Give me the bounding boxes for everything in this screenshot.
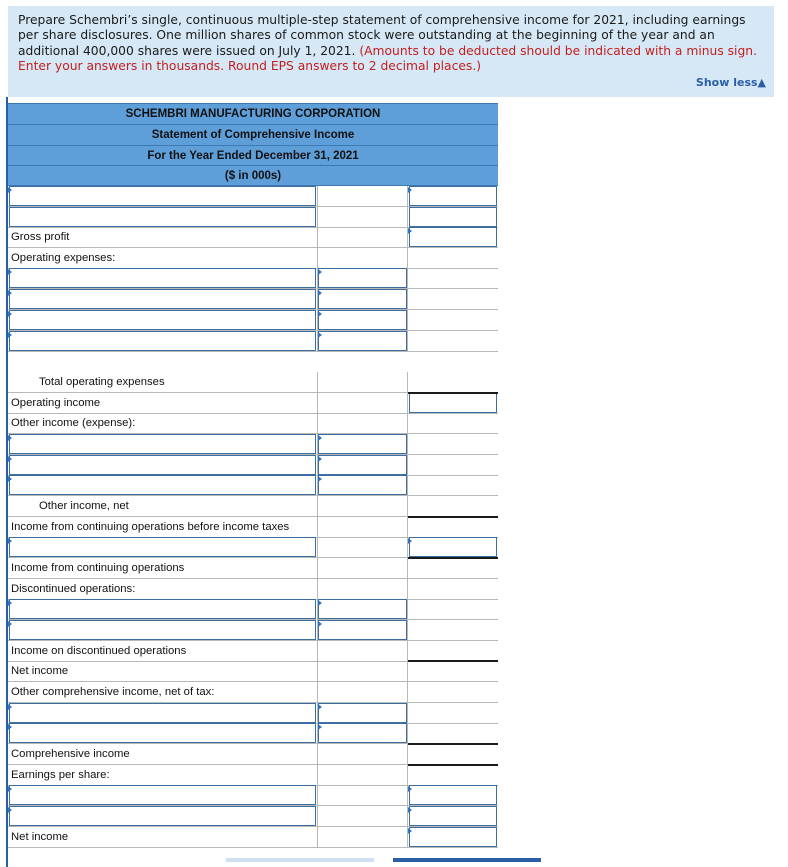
- eps-input[interactable]: [409, 806, 497, 826]
- scroll-indicator[interactable]: [226, 858, 374, 862]
- dropdown-marker-icon: [8, 456, 12, 462]
- table-row: [8, 227, 498, 248]
- amount-input[interactable]: [318, 599, 407, 619]
- table-row: [8, 744, 498, 765]
- dropdown-marker-icon: [8, 476, 12, 482]
- amount-input[interactable]: [318, 620, 407, 640]
- row-label: Earnings per share:: [8, 765, 318, 785]
- row-label: Total operating expenses: [8, 372, 318, 392]
- table-row: [8, 268, 498, 289]
- amount-input[interactable]: [409, 227, 497, 247]
- dropdown-marker-icon: [318, 724, 322, 730]
- dropdown-marker-icon: [318, 269, 322, 275]
- dropdown-marker-icon: [8, 600, 12, 606]
- dropdown-marker-icon: [8, 724, 12, 730]
- dropdown-marker-icon: [8, 290, 12, 296]
- dropdown-marker-icon: [8, 621, 12, 627]
- table-row: [8, 806, 498, 827]
- table-row: [8, 207, 498, 228]
- amount-input[interactable]: [409, 207, 497, 227]
- show-less-toggle[interactable]: Show less▲: [695, 76, 766, 89]
- table-row: [8, 331, 498, 352]
- amount-input[interactable]: [409, 186, 497, 206]
- account-name-input[interactable]: [9, 455, 316, 475]
- row-label: Operating expenses:: [8, 248, 318, 268]
- statement-title: Statement of Comprehensive Income: [8, 124, 498, 145]
- account-name-input[interactable]: [9, 289, 316, 309]
- dropdown-marker-icon: [318, 621, 322, 627]
- dropdown-marker-icon: [408, 807, 412, 813]
- row-label: Other income, net: [8, 496, 318, 516]
- dropdown-marker-icon: [8, 704, 12, 710]
- row-label: Net income: [8, 661, 318, 681]
- scroll-indicator[interactable]: [393, 858, 541, 862]
- account-name-input[interactable]: [9, 703, 316, 723]
- instructions-panel: [8, 6, 774, 97]
- amount-input[interactable]: [318, 455, 407, 475]
- amount-input[interactable]: [318, 475, 407, 495]
- table-row: [8, 455, 498, 476]
- subtotal-rule: [408, 660, 498, 662]
- dropdown-marker-icon: [318, 476, 322, 482]
- dropdown-marker-icon: [318, 600, 322, 606]
- table-row: [8, 682, 498, 703]
- dropdown-marker-icon: [408, 538, 412, 544]
- row-label: Other income (expense):: [8, 413, 318, 433]
- eps-input[interactable]: [409, 827, 497, 847]
- table-row: [8, 723, 498, 744]
- account-name-input[interactable]: [9, 599, 316, 619]
- table-row: [8, 661, 498, 682]
- subtotal-rule: [408, 516, 498, 518]
- account-name-input[interactable]: [9, 331, 316, 351]
- dropdown-marker-icon: [318, 704, 322, 710]
- account-name-input[interactable]: [9, 723, 316, 743]
- amount-input[interactable]: [318, 310, 407, 330]
- amount-input[interactable]: [318, 268, 407, 288]
- dropdown-marker-icon: [8, 187, 12, 193]
- table-row: [8, 599, 498, 620]
- account-name-input[interactable]: [9, 537, 316, 557]
- amount-input[interactable]: [318, 331, 407, 351]
- table-row: [8, 475, 498, 496]
- table-row: [8, 372, 498, 393]
- account-name-input[interactable]: [9, 268, 316, 288]
- account-name-input[interactable]: [9, 434, 316, 454]
- dropdown-marker-icon: [318, 435, 322, 441]
- table-row: [8, 537, 498, 558]
- table-row: [8, 620, 498, 641]
- row-label: Net income: [8, 827, 318, 847]
- dropdown-marker-icon: [318, 311, 322, 317]
- amount-input[interactable]: [409, 537, 497, 557]
- table-row: [8, 827, 498, 848]
- instructions-text: Prepare Schembri’s single, continuous multiple-step statement of comprehensive income for 2021, including earnings per share disclosures. One million shares of common stock were outstanding at the beginning of the year and an additional 400,000 shares were issued on July 1, 2021.: [18, 13, 746, 58]
- dropdown-marker-icon: [8, 269, 12, 275]
- table-row: [8, 641, 498, 662]
- row-label: Other comprehensive income, net of tax:: [8, 682, 318, 702]
- dropdown-marker-icon: [8, 538, 12, 544]
- dropdown-marker-icon: [8, 786, 12, 792]
- table-row: [8, 413, 498, 434]
- account-name-input[interactable]: [9, 806, 316, 826]
- statement-units: ($ in 000s): [8, 165, 498, 186]
- amount-input[interactable]: [318, 723, 407, 743]
- amount-input[interactable]: [318, 434, 407, 454]
- row-label: Operating income: [8, 393, 318, 413]
- row-label: Gross profit: [8, 227, 318, 247]
- amount-input[interactable]: [409, 393, 497, 413]
- row-label: Discontinued operations:: [8, 579, 318, 599]
- total-rule: [408, 764, 498, 766]
- row-label: Comprehensive income: [8, 744, 318, 764]
- account-name-input[interactable]: [9, 310, 316, 330]
- dropdown-marker-icon: [8, 332, 12, 338]
- dropdown-marker-icon: [318, 456, 322, 462]
- table-row: [8, 785, 498, 806]
- subtotal-rule: [408, 392, 498, 394]
- dropdown-marker-icon: [8, 311, 12, 317]
- company-name: SCHEMBRI MANUFACTURING CORPORATION: [8, 103, 498, 124]
- dropdown-marker-icon: [408, 786, 412, 792]
- table-row: [8, 248, 498, 269]
- dropdown-marker-icon: [318, 332, 322, 338]
- table-row: [8, 558, 498, 579]
- statement-period: For the Year Ended December 31, 2021: [8, 145, 498, 165]
- table-row: [8, 765, 498, 786]
- dropdown-marker-icon: [318, 290, 322, 296]
- dropdown-marker-icon: [8, 435, 12, 441]
- instructions-note: (Amounts to be deducted should be indicated with a minus sign. Enter your answers in thousands. Round EPS answers to 2 decimal places.): [18, 43, 757, 74]
- table-row: [8, 434, 498, 455]
- amount-input[interactable]: [318, 703, 407, 723]
- dropdown-marker-icon: [8, 807, 12, 813]
- account-name-input[interactable]: [9, 475, 316, 495]
- account-name-input[interactable]: [9, 186, 316, 206]
- table-row: [8, 186, 498, 207]
- dropdown-marker-icon: [408, 228, 412, 234]
- account-name-input[interactable]: [9, 207, 316, 227]
- table-row: [8, 289, 498, 310]
- dropdown-marker-icon: [408, 187, 412, 193]
- row-label: Income from continuing operations before income taxes: [8, 517, 318, 537]
- account-name-input[interactable]: [9, 620, 316, 640]
- table-row: [8, 393, 498, 414]
- subtotal-rule: [408, 743, 498, 745]
- amount-input[interactable]: [318, 289, 407, 309]
- table-row: [8, 310, 498, 331]
- subtotal-rule: [408, 557, 498, 559]
- table-row: [8, 496, 498, 517]
- row-label: Income on discontinued operations: [8, 641, 318, 661]
- table-row: [8, 579, 498, 600]
- table-row: [8, 703, 498, 724]
- table-row: [8, 517, 498, 538]
- dropdown-marker-icon: [408, 828, 412, 834]
- row-label: Income from continuing operations: [8, 558, 318, 578]
- account-name-input[interactable]: [9, 785, 316, 805]
- eps-input[interactable]: [409, 785, 497, 805]
